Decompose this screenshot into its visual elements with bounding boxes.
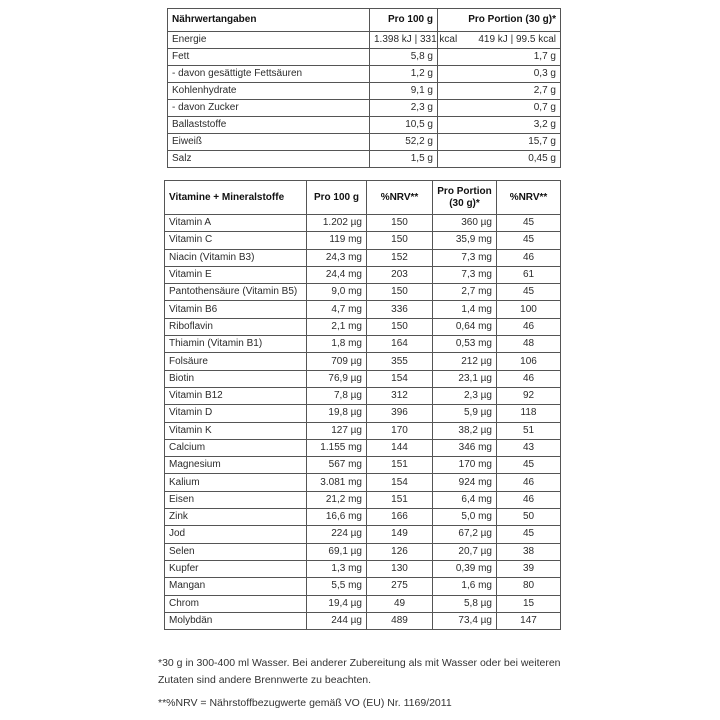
- vitamins-row-cell: Kupfer: [165, 560, 307, 577]
- vitamins-row-cell: 151: [367, 491, 433, 508]
- nutrition-row-cell: Energie: [168, 32, 370, 49]
- vitamins-row: [165, 439, 561, 456]
- vitamins-row-cell: 0,64 mg: [433, 318, 497, 335]
- vitamins-row-cell: 709 µg: [307, 353, 367, 370]
- vitamins-row-cell: Jod: [165, 526, 307, 543]
- vitamins-row-cell: Selen: [165, 543, 307, 560]
- vitamins-row-cell: 154: [367, 370, 433, 387]
- vitamins-row-cell: 1,6 mg: [433, 578, 497, 595]
- vitamins-row-cell: 275: [367, 578, 433, 595]
- vitamins-row-cell: Niacin (Vitamin B3): [165, 249, 307, 266]
- vitamins-row: [165, 215, 561, 232]
- nutrition-row-cell: Salz: [168, 151, 370, 168]
- vitamins-header-nrvportion: %NRV**: [497, 181, 561, 215]
- vitamins-row: [165, 405, 561, 422]
- nutrition-row-cell: 3,2 g: [438, 117, 561, 134]
- vitamins-row-cell: 1.202 µg: [307, 215, 367, 232]
- vitamins-row-cell: 5,9 µg: [433, 405, 497, 422]
- nutrition-row: [168, 66, 561, 83]
- nutrition-row-cell: 1,5 g: [370, 151, 438, 168]
- vitamins-row-cell: Thiamin (Vitamin B1): [165, 336, 307, 353]
- vitamins-row-cell: 154: [367, 474, 433, 491]
- vitamins-row-cell: Vitamin K: [165, 422, 307, 439]
- vitamins-row-cell: 152: [367, 249, 433, 266]
- vitamins-row: [165, 336, 561, 353]
- nutrition-row: [168, 100, 561, 117]
- vitamins-row-cell: Eisen: [165, 491, 307, 508]
- vitamins-row-cell: 46: [497, 491, 561, 508]
- nutrition-table: [167, 8, 561, 168]
- vitamins-row-cell: 24,4 mg: [307, 266, 367, 283]
- vitamins-row-cell: 203: [367, 266, 433, 283]
- vitamins-row-cell: 51: [497, 422, 561, 439]
- vitamins-row-cell: 244 µg: [307, 612, 367, 629]
- vitamins-row: [165, 370, 561, 387]
- vitamins-row-cell: 61: [497, 266, 561, 283]
- vitamins-row-cell: 130: [367, 560, 433, 577]
- vitamins-row-cell: 1,8 mg: [307, 336, 367, 353]
- vitamins-row-cell: Vitamin C: [165, 232, 307, 249]
- vitamins-row-cell: 46: [497, 370, 561, 387]
- vitamins-row-cell: 76,9 µg: [307, 370, 367, 387]
- vitamins-row-cell: 80: [497, 578, 561, 595]
- vitamins-row-cell: 489: [367, 612, 433, 629]
- vitamins-row-cell: 15: [497, 595, 561, 612]
- vitamins-row-cell: 360 µg: [433, 215, 497, 232]
- nutrition-header-per100: Pro 100 g: [370, 9, 438, 32]
- vitamins-row-cell: 45: [497, 215, 561, 232]
- vitamins-row-cell: Vitamin E: [165, 266, 307, 283]
- vitamins-row-cell: 16,6 mg: [307, 509, 367, 526]
- vitamins-row-cell: 69,1 µg: [307, 543, 367, 560]
- vitamins-row-cell: 1,3 mg: [307, 560, 367, 577]
- vitamins-header-per100: Pro 100 g: [307, 181, 367, 215]
- nutrition-row-cell: 0,7 g: [438, 100, 561, 117]
- vitamins-row-cell: Kalium: [165, 474, 307, 491]
- vitamins-row-cell: 6,4 mg: [433, 491, 497, 508]
- vitamins-row: [165, 318, 561, 335]
- vitamins-row-cell: 4,7 mg: [307, 301, 367, 318]
- vitamins-row-cell: 147: [497, 612, 561, 629]
- footnote-nrv: **%NRV = Nährstoffbezugwerte gemäß VO (EU) Nr. 1169/2011: [158, 697, 452, 709]
- vitamins-row: [165, 543, 561, 560]
- vitamins-row-cell: 46: [497, 474, 561, 491]
- vitamins-row-cell: 45: [497, 526, 561, 543]
- vitamins-row-cell: 567 mg: [307, 457, 367, 474]
- nutrition-row-cell: 419 kJ | 99.5 kcal: [438, 32, 561, 49]
- vitamins-row-cell: 100: [497, 301, 561, 318]
- vitamins-row-cell: 0,53 mg: [433, 336, 497, 353]
- vitamins-header-label: Vitamine + Mineralstoffe: [165, 181, 307, 215]
- nutrition-row-cell: 1,7 g: [438, 49, 561, 66]
- vitamins-row: [165, 387, 561, 404]
- vitamins-row-cell: 7,8 µg: [307, 387, 367, 404]
- vitamins-row: [165, 526, 561, 543]
- nutrition-row-cell: Kohlenhydrate: [168, 83, 370, 100]
- vitamins-row-cell: Vitamin D: [165, 405, 307, 422]
- vitamins-row-cell: 46: [497, 318, 561, 335]
- vitamins-row-cell: 224 µg: [307, 526, 367, 543]
- vitamins-row-cell: Molybdän: [165, 612, 307, 629]
- vitamins-row-cell: 43: [497, 439, 561, 456]
- vitamins-row: [165, 301, 561, 318]
- nutrition-row-cell: - davon Zucker: [168, 100, 370, 117]
- vitamins-row-cell: 35,9 mg: [433, 232, 497, 249]
- vitamins-row: [165, 422, 561, 439]
- vitamins-row-cell: 1,4 mg: [433, 301, 497, 318]
- nutrition-row-cell: 10,5 g: [370, 117, 438, 134]
- vitamins-row-cell: 46: [497, 249, 561, 266]
- vitamins-row-cell: 2,3 µg: [433, 387, 497, 404]
- nutrition-row: [168, 134, 561, 151]
- vitamins-row-cell: 150: [367, 284, 433, 301]
- vitamins-row-cell: 49: [367, 595, 433, 612]
- vitamins-row: [165, 232, 561, 249]
- nutrition-row-cell: 1.398 kJ | 331 kcal: [370, 32, 438, 49]
- vitamins-row-cell: 151: [367, 457, 433, 474]
- nutrition-row-cell: Eiweiß: [168, 134, 370, 151]
- vitamins-row-cell: Zink: [165, 509, 307, 526]
- vitamins-row-cell: 924 mg: [433, 474, 497, 491]
- vitamins-row-cell: 355: [367, 353, 433, 370]
- vitamins-row-cell: 50: [497, 509, 561, 526]
- nutrition-row: [168, 117, 561, 134]
- vitamins-row-cell: 126: [367, 543, 433, 560]
- vitamins-row-cell: 45: [497, 284, 561, 301]
- vitamins-row-cell: 39: [497, 560, 561, 577]
- vitamins-row-cell: 127 µg: [307, 422, 367, 439]
- vitamins-row-cell: 346 mg: [433, 439, 497, 456]
- vitamins-row-cell: Chrom: [165, 595, 307, 612]
- vitamins-row-cell: Vitamin B6: [165, 301, 307, 318]
- vitamins-row-cell: 2,7 mg: [433, 284, 497, 301]
- vitamins-row-cell: 20,7 µg: [433, 543, 497, 560]
- vitamins-row: [165, 457, 561, 474]
- vitamins-row: [165, 491, 561, 508]
- vitamins-row-cell: Biotin: [165, 370, 307, 387]
- vitamins-row-cell: 170: [367, 422, 433, 439]
- nutrition-header-portion: Pro Portion (30 g)*: [438, 9, 561, 32]
- vitamins-row: [165, 474, 561, 491]
- vitamins-row-cell: 312: [367, 387, 433, 404]
- vitamins-row-cell: 67,2 µg: [433, 526, 497, 543]
- nutrition-row-cell: Fett: [168, 49, 370, 66]
- nutrition-header-label: Nährwertangaben: [168, 9, 370, 32]
- vitamins-row-cell: 5,0 mg: [433, 509, 497, 526]
- vitamins-header-nrv100: %NRV**: [367, 181, 433, 215]
- vitamins-row-cell: 21,2 mg: [307, 491, 367, 508]
- vitamins-row-cell: 150: [367, 318, 433, 335]
- nutrition-row: [168, 151, 561, 168]
- vitamins-row-cell: 150: [367, 215, 433, 232]
- vitamins-row-cell: Vitamin B12: [165, 387, 307, 404]
- vitamins-row-cell: 212 µg: [433, 353, 497, 370]
- vitamins-row-cell: 164: [367, 336, 433, 353]
- nutrition-row-cell: 2,7 g: [438, 83, 561, 100]
- vitamins-row-cell: 0,39 mg: [433, 560, 497, 577]
- nutrition-header-row: [168, 9, 561, 32]
- vitamins-row-cell: 19,8 µg: [307, 405, 367, 422]
- vitamins-row-cell: 1.155 mg: [307, 439, 367, 456]
- vitamins-row: [165, 560, 561, 577]
- nutrition-row-cell: 5,8 g: [370, 49, 438, 66]
- vitamins-row-cell: Magnesium: [165, 457, 307, 474]
- vitamins-row: [165, 284, 561, 301]
- vitamins-row-cell: 149: [367, 526, 433, 543]
- vitamins-row: [165, 353, 561, 370]
- vitamins-row-cell: 5,5 mg: [307, 578, 367, 595]
- nutrition-row: [168, 32, 561, 49]
- nutrition-row-cell: 1,2 g: [370, 66, 438, 83]
- vitamins-row-cell: 48: [497, 336, 561, 353]
- vitamins-row-cell: 166: [367, 509, 433, 526]
- vitamins-header-row: [165, 181, 561, 215]
- vitamins-row-cell: 119 mg: [307, 232, 367, 249]
- vitamins-row: [165, 595, 561, 612]
- vitamins-row-cell: 3.081 mg: [307, 474, 367, 491]
- vitamins-row-cell: 45: [497, 232, 561, 249]
- vitamins-row-cell: Vitamin A: [165, 215, 307, 232]
- vitamins-row-cell: 336: [367, 301, 433, 318]
- vitamins-row: [165, 266, 561, 283]
- nutrition-row: [168, 49, 561, 66]
- vitamins-table: [164, 180, 561, 630]
- vitamins-row-cell: 7,3 mg: [433, 266, 497, 283]
- vitamins-row-cell: 24,3 mg: [307, 249, 367, 266]
- vitamins-row-cell: 38,2 µg: [433, 422, 497, 439]
- vitamins-row-cell: 2,1 mg: [307, 318, 367, 335]
- vitamins-row: [165, 578, 561, 595]
- vitamins-row: [165, 249, 561, 266]
- footnote-serving: *30 g in 300-400 ml Wasser. Bei anderer Zubereitung als mit Wasser oder bei weiteren Zutaten sind andere Brennwerte zu beachten.: [158, 657, 561, 686]
- vitamins-row: [165, 612, 561, 629]
- nutrition-row-cell: Ballaststoffe: [168, 117, 370, 134]
- nutrition-row-cell: 15,7 g: [438, 134, 561, 151]
- vitamins-row-cell: 19,4 µg: [307, 595, 367, 612]
- nutrition-row-cell: 0,45 g: [438, 151, 561, 168]
- nutrition-row-cell: 52,2 g: [370, 134, 438, 151]
- nutrition-row: [168, 83, 561, 100]
- vitamins-row: [165, 509, 561, 526]
- vitamins-row-cell: 9,0 mg: [307, 284, 367, 301]
- vitamins-row-cell: Calcium: [165, 439, 307, 456]
- vitamins-row-cell: 106: [497, 353, 561, 370]
- vitamins-row-cell: 118: [497, 405, 561, 422]
- nutrition-row-cell: 0,3 g: [438, 66, 561, 83]
- vitamins-row-cell: 5,8 µg: [433, 595, 497, 612]
- vitamins-row-cell: 7,3 mg: [433, 249, 497, 266]
- vitamins-row-cell: 23,1 µg: [433, 370, 497, 387]
- vitamins-row-cell: Folsäure: [165, 353, 307, 370]
- vitamins-row-cell: Pantothensäure (Vitamin B5): [165, 284, 307, 301]
- nutrition-row-cell: 9,1 g: [370, 83, 438, 100]
- nutrition-row-cell: - davon gesättigte Fettsäuren: [168, 66, 370, 83]
- vitamins-row-cell: 150: [367, 232, 433, 249]
- vitamins-row-cell: 144: [367, 439, 433, 456]
- vitamins-row-cell: Mangan: [165, 578, 307, 595]
- vitamins-row-cell: 38: [497, 543, 561, 560]
- vitamins-header-portion: Pro Portion (30 g)*: [433, 181, 497, 215]
- vitamins-row-cell: Riboflavin: [165, 318, 307, 335]
- vitamins-row-cell: 45: [497, 457, 561, 474]
- vitamins-row-cell: 92: [497, 387, 561, 404]
- nutrition-row-cell: 2,3 g: [370, 100, 438, 117]
- vitamins-row-cell: 170 mg: [433, 457, 497, 474]
- vitamins-row-cell: 73,4 µg: [433, 612, 497, 629]
- vitamins-row-cell: 396: [367, 405, 433, 422]
